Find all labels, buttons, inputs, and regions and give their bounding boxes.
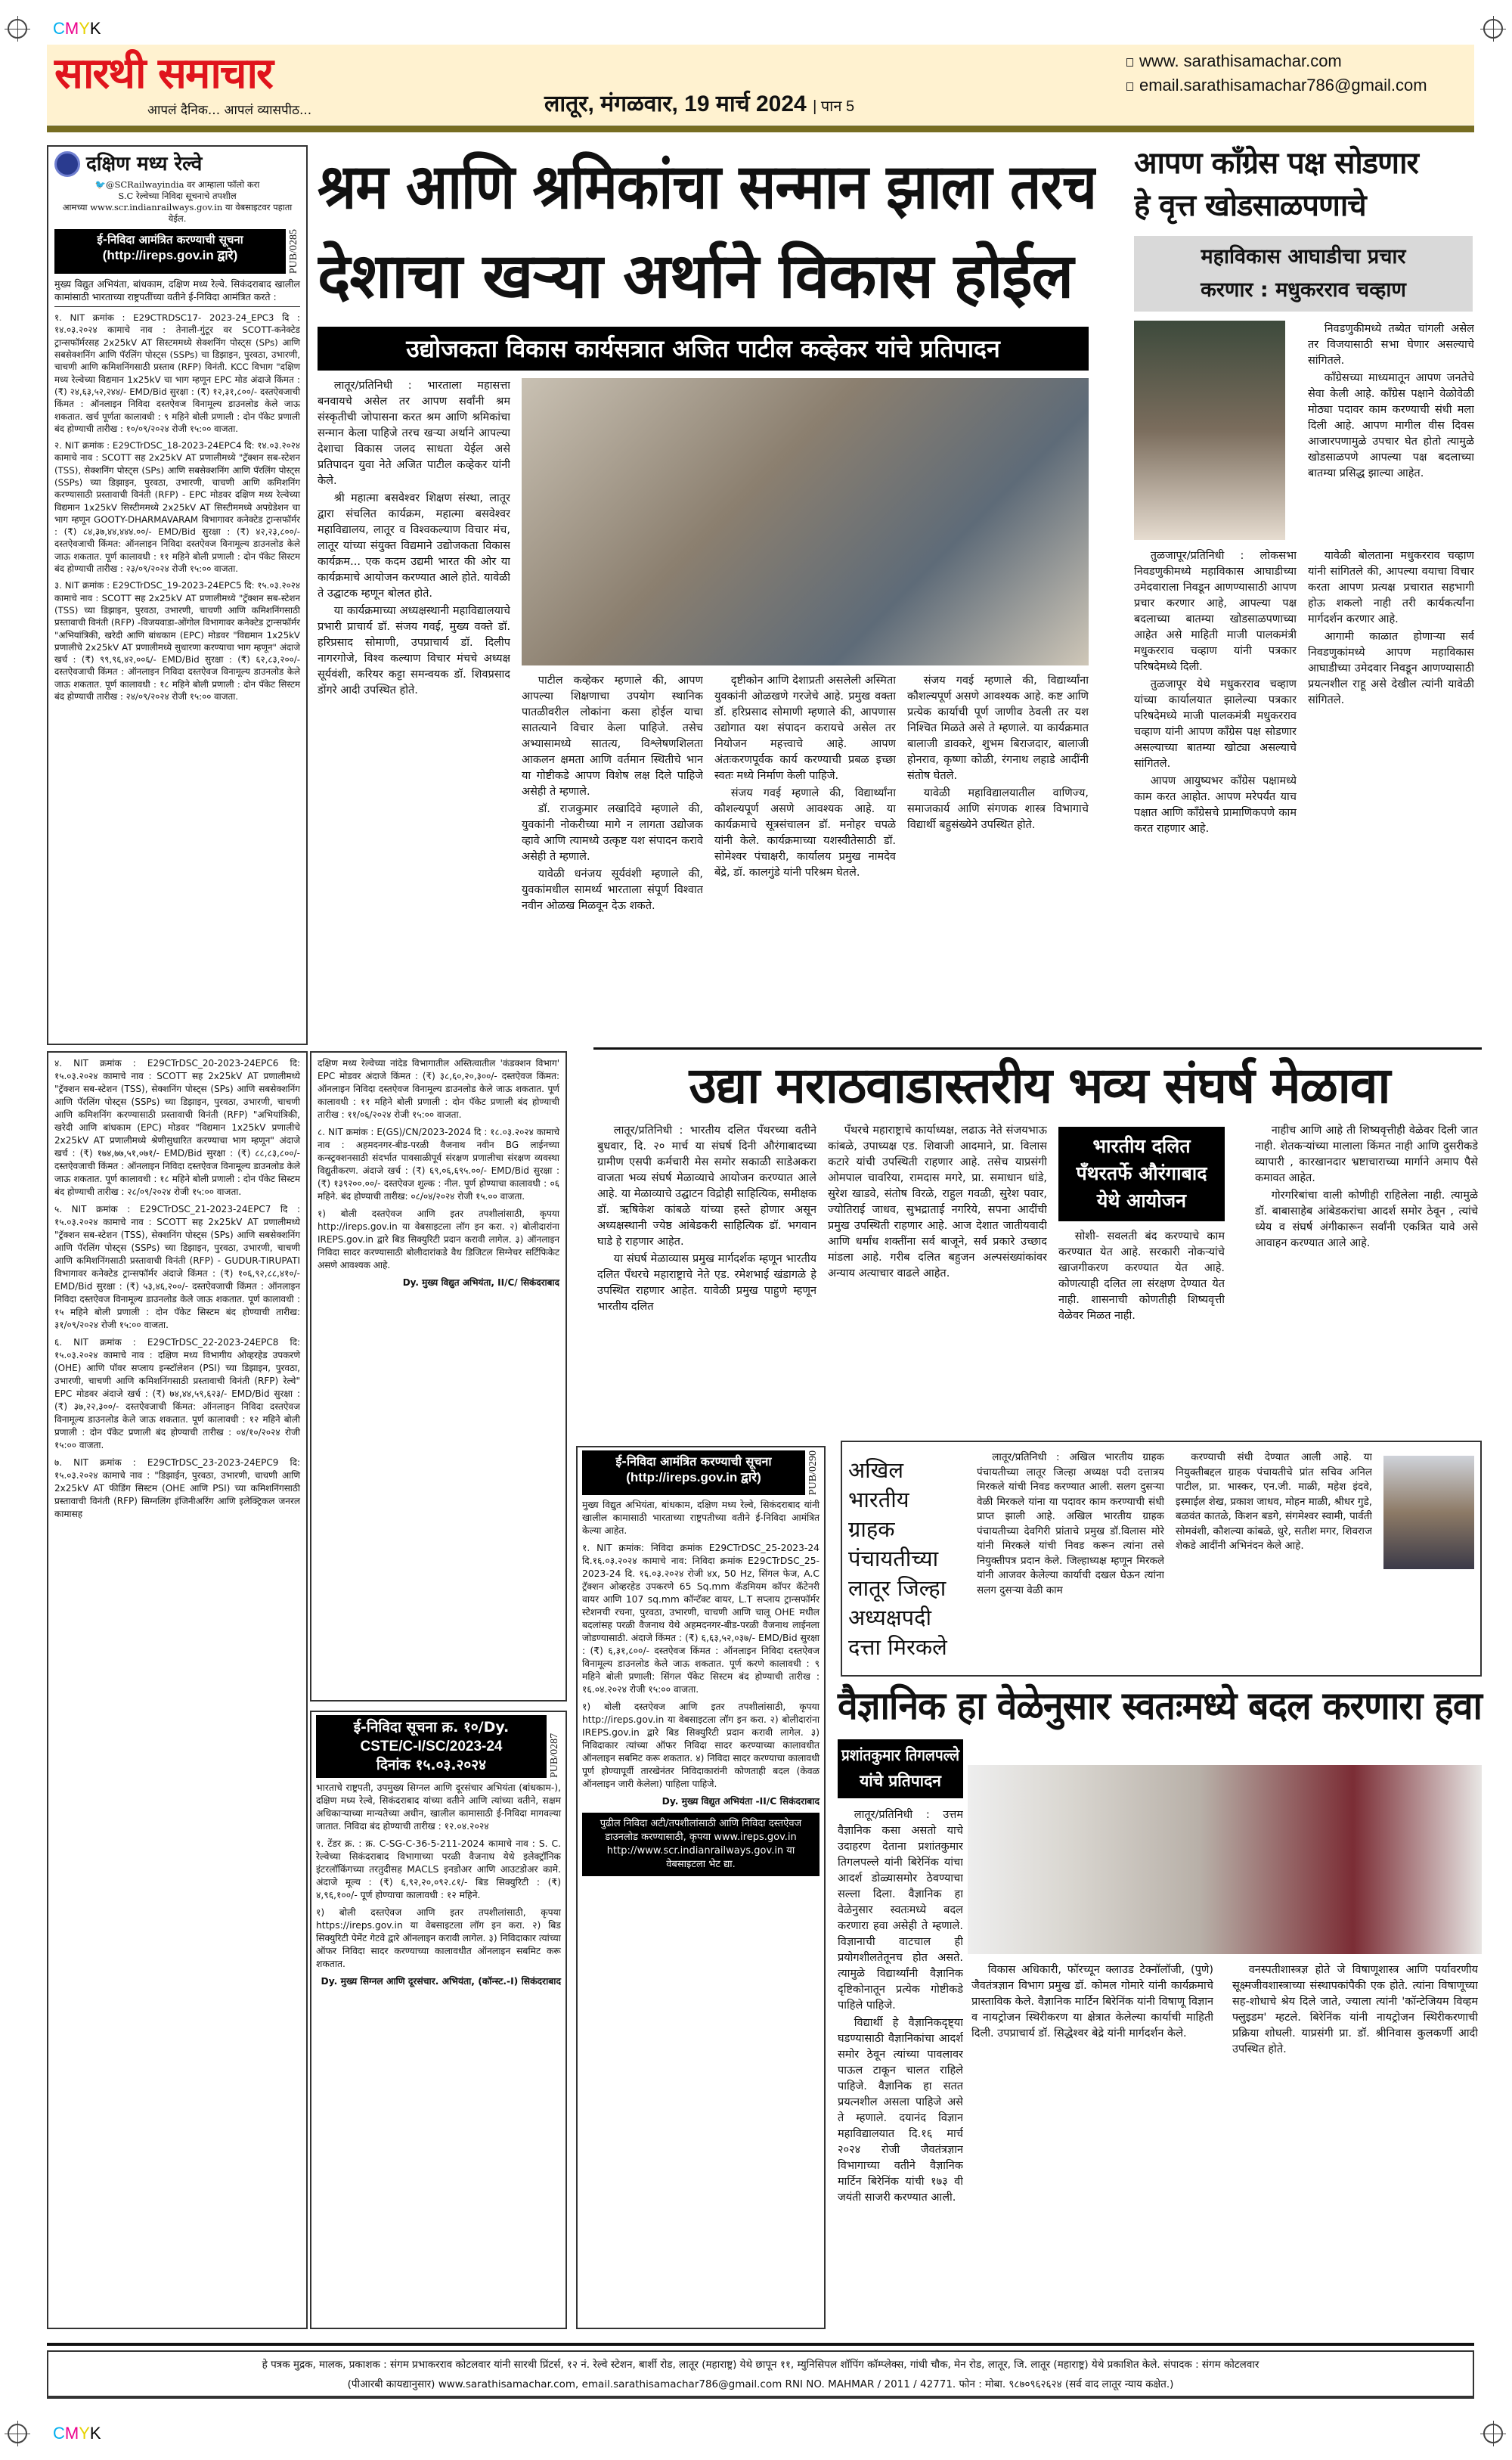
registration-mark-icon: [1483, 2424, 1503, 2443]
tender-title: ई-निविदा आमंत्रित करण्याची सूचना: [97, 233, 243, 247]
signatory: Dy. मुख्य विद्युत अभियंता, II/C/ सिकंदराबाद: [402, 1277, 559, 1288]
science-col-1: लातूर/प्रतिनिधी : उत्तम वैज्ञानिक कसा असतो याचे उदाहरण देताना प्रशांतकुमार तिगलपल्ले यांनी बिरेनिंक यांचा आदर्श डोळ्यासमोर ठेवण्याचा सल्ला दिला. वैज्ञानिक हा वेळेनुसार स्वतःमध्ये बदल करणारा हवा असेही ते म्हणाले. विज्ञानाची वाटचाल ही प्रयोगशीलतेतूनच होत असते. त्यामुळे विद्यार्थ्यांनी वैज्ञानिक दृष्टिकोनातून प्रत्येक गोष्टीकडे पाहिले पाहिजे. विद्यार्थी हे वैज्ञानिकदृष्ट्या घडण्यासाठी वैज्ञानिकांचा आदर्श समोर ठेवून त्यांच्या पावलावर पाऊल टाकून चालत राहिले पाहिजे. वैज्ञानिक हा सतत प्रयत्नशील असला पाहिजे असे ते म्हणाले. दयानंद विज्ञान महाविद्यालयात दि.१६ मार्च २०२४ रोजी जैवतंत्रज्ञान विभागाच्या वतीने वैज्ञानिक मार्टिन बिरेनिंक यांची १७३ वी जयंती साजरी करण्यात आली.: [838, 1809, 963, 2204]
main-article-col-1: लातूर/प्रतिनिधी : भारताला महासत्ता बनवायचे असेल तर आपण सर्वांनी श्रम संस्कृतीची जोपासना करत श्रम आणि श्रमिकांचा सन्मान केला पाहिजे तरच खऱ्या अर्थाने आपल्या देशाचा विकास जलद साधता येईल असे प्रतिपादन युवा नेते अजित पाटील कव्हेकर यांनी केले. श्री महात्मा बसवेश्वर शिक्षण संस्था, लातूर द्वारा संचलित कार्यक्रम, महात्मा बसवेश्वर महाविद्यालय, लातूर व विश्वकल्याण विचार मंच, लातूर यांच्या संयुक्त विद्यमाने उद्योजकता विकास कार्यक्रम... एक कदम उद्यमी भारत की ओर या कार्यक्रमाचे आयोजन करण्यात आले होते. यावेळी ते उद्घाटक म्हणून बोलत होते. या कार्यक्रमाच्या अध्यक्षस्थानी महाविद्यालयाचे प्रभारी प्राचार्य डॉ. संजय गवई, मुख्य वक्ते डॉ. हरिप्रसाद सोमाणी, उपप्राचार्य डॉ. दिलीप नागरगोजे, विश्व कल्याण विचार मंचचे अध्यक्ष सूर्यवंशी, करियर कट्टा समन्वयक डॉ. शिवप्रसाद डोंगरे आदी उपस्थित होते.: [318, 380, 510, 696]
contact-info: [1126, 49, 1470, 98]
pub-code: PUB/0290: [807, 1450, 819, 1496]
tender-item: ८. NIT क्रमांक : E(GS)/CN/2023-2024 दि : १८.०३.२०२४ कामाचे नाव : अहमदनगर-बीड-परळी वैजनाथ नवीन BG लाईनच्या कन्स्ट्रक्शनसाठी संदर्भात पावसाळीपूर्व संरक्षण प्रणालीचा संरक्षण व्यवस्था विद्युतीकरण. अंदाजे खर्च : (₹) ६९,०६,६९५.००/- EMD/Bid सुरक्षा : (₹) १३९२००.००/- दस्तऐवज शुल्क : नील. पूर्ण होण्याचा कालावधी : ०६ महिने. बंद होण्याची तारीख: ०८/०४/२०२४ रोजी १५.०० वाजता.: [318, 1127, 559, 1202]
tender-text: भारताचे राष्ट्रपती, उपमुख्य सिग्नल आणि दूरसंचार अभियंता (बांधकाम-), दक्षिण मध्य रेल्वे, सिकंदराबाद यांच्या वतीने आणि त्यांच्या वतीने, सक्षम अधिकाऱ्याच्या मान्यतेच्या अधीन, खालील कामासाठी ई-निविदा मागवल्या जातात. निविदा बंद होण्याची तारीख : १२.०४.२०२४: [316, 1782, 561, 1832]
tagline: आपलं दैनिक... आपलं व्यासपीठ...: [147, 103, 312, 118]
imprint-footer: [47, 2350, 1474, 2399]
grahak-col-2: करण्याची संधी देण्यात आली आहे. या नियुक्तीबद्दल ग्राहक पंचायतीचे प्रांत सचिव अनिल पाटील, प्रा. भास्कर, एन.जी. माळी, महेश इंदवे, इस्माईल शेख, प्रकाश जाधव, मोहन माळी, श्रीधर गुडे, बळवंत कातळे, किशन बडगे, संगमेश्वर स्वामी, पार्वती सोमवंशी, कौशल्या कांबळे, धुरे, सतीश मगर, शिवराज शेकडे आदींनी अभिनंदन केले आहे.: [1176, 1451, 1372, 1552]
registration-mark-icon: [8, 19, 27, 39]
science-col-3: वनस्पतीशास्त्रज्ञ होते जे विषाणूशास्त्र आणि पर्यावरणीय सूक्ष्मजीवशास्त्राच्या संस्थापकांपैकी एक होते. त्यांना विषाणूच्या सह-शोधाचे श्रेय दिले जाते, ज्याला त्यांनी 'कॉन्टेजियम विव्हम फ्लुइडम' म्हटले. बिरेनिंक यांनी नायट्रोजन स्थिरीकरणाची प्रक्रिया शोधली. याप्रसंगी प्रा. डॉ. श्रीनिवास कुलकर्णी आदी उपस्थित होते.: [1232, 1964, 1478, 2055]
tender-item: ६. NIT क्रमांक : E29CTrDSC_22-2023-24EPC8 दि: १५.०३.२०२४ कामाचे नाव : दक्षिण मध्य विभागीय ओव्हरहेड उपकरणे (OHE) आणि पॉवर सप्लाय इन्स्टॉलेशन (PSI) च्या डिझाइन, पुरवठा, उभारणी, चाचणी आणि कमिशनिंगसाठी प्रस्तावाची विनंती (RFP) रेल्वे" EPC मोडवर अंदाजे खर्च : (₹) ७४,४४,५९,६२३/- EMD/Bid सुरक्षा : (₹) ३७,२२,३००/- दस्तऐवजाची किंमत: ऑनलाइन निविदा दस्तऐवज विनामूल्य डाउनलोड केले जाऊ शकतात. पूर्ण कालावधी : १२ महिने बोली प्रणाली : दोन पॅकेट प्रणाली बंद होण्याची तारीख : ०४/१०/२०२४ रोजी १५:०० वाजता.: [54, 1337, 300, 1450]
students-group-photo: [968, 1765, 1482, 1954]
tender-title: ई-निविदा आमंत्रित करण्याची सूचना: [615, 1454, 772, 1469]
melava-box: भारतीय दलित पँथरतर्फे औरंगाबाद येथे आयोजन: [1058, 1127, 1225, 1221]
tender-date: दिनांक १५.०३.२०२४: [376, 1757, 487, 1773]
tender-title: ई-निविदा सूचना क्र. १०/Dy.: [353, 1719, 510, 1736]
railway-tender-ad-continued: [47, 1051, 308, 2329]
tender-text: मुख्य विद्युत अभियंता, बांधकाम, दक्षिण मध्य रेल्वे, सिकंदराबाद यांनी खालील कामासाठी भारताच्या राष्ट्रपतीच्या वतीने ई-निविदा आमंत्रित केल्या आहेत.: [582, 1500, 820, 1537]
tender-footer-link[interactable]: पुढील निविदा अटी/तपशीलांसाठी आणि निविदा दस्तऐवज डाउनलोड करण्यासाठी, कृपया www.ireps.gov.in http://www.scr.indianrailways.gov.in या वेबसाइटला भेट द्या.: [582, 1813, 820, 1876]
section-divider: [593, 1047, 1482, 1050]
email-link[interactable]: email.sarathisamachar786@gmail.com: [1139, 76, 1427, 95]
cmyk-marker: CMYK: [53, 2424, 101, 2443]
science-box: प्रशांतकुमार तिगलपल्ले यांचे प्रतिपादन: [838, 1739, 963, 1798]
imprint-line: हे पत्रक मुद्रक, मालक, प्रकाशक : संगम प्रभाकरराव कोटलवार यांनी सारथी प्रिंटर्स, १२ नं. रेल्वे स्टेशन, बार्शी रोड, लातूर (महाराष्ट्र) येथे छापून ११, म्युनिसिपल शॉपिंग कॉम्प्लेक्स, गांधी चौक, मेन रोड, लातूर, जि. लातूर (महाराष्ट्र) येथे प्रकाशित केले. संपादक : संगम कोटलवार: [262, 2359, 1259, 2371]
event-photo: [522, 378, 1089, 665]
twitter-handle: @SCRailwayindia वर आम्हाला फॉलो करा: [105, 179, 260, 190]
railway-tender-ad-continued: [310, 1051, 567, 1702]
grahak-col-1: लातूर/प्रतिनिधी : अखिल भारतीय ग्राहक पंचायतीच्या लातूर जिल्हा अध्यक्ष पदी दत्तात्रय मिरकले यांची निवड करण्यात आली. सलग दुसऱ्या वेळी मिरकले यांना या पदावर काम करण्याची संधी प्राप्त झाली आहे. अखिल भारतीय ग्राहक पंचायतीच्या देवगिरी प्रांताचे प्रमुख डॉ.विलास मोरे यांनी मिरकले यांची निवड करून त्यांना तसे नियुक्तीपत्र प्रदान केले. जिल्हाध्यक्ष म्हणून मिरकले यांनी आजवर केलेल्या कार्याची दखल घेऊन त्यांना सलग दुसऱ्या वेळी काम: [977, 1451, 1164, 1596]
ireps-link[interactable]: (http://ireps.gov.in द्वारे): [102, 248, 238, 262]
tender-item: १. NIT क्रमांक : E29CTRDSC17- 2023-24_EPC3 दि : १४.०३.२०२४ कामाचे नाव : तेनाली-गुंटूर वर SCOTT-कनेक्टेड ट्रान्सफॉर्मरसह 2x25kV AT सिस्टममध्ये सेक्शनिंग पोस्ट्स (SPs) आणि सबसेक्शनिंग आणि पॅरलिंग पोस्ट्स (SSPs) चा डिझाइन, पुरवठा, उभारणी, चाचणी आणि कमिशनिंगसाठी प्रस्ताव (RFP) विनंती. KCC विभाग "दक्षिण मध्य रेल्वेच्या विद्यमान 1x25kV चा भाग म्हणून EPC मोड अंदाजे किंमत : (₹) २४,६३,५२,२४४/- EMD/Bid सुरक्षा : (₹) १२,३१,८००/- दस्तऐवजाची किंमत : ऑनलाइन निविदा दस्तऐवज विनामूल्य डाउनलोड केले जाऊ शकतात. खर्च पूर्णता कालावधी : ९ महिने बोली प्रणाली : दोन पॅकेट प्रणाली बंद होण्याची तारीख : १०/०९/२०२४ रोजी १५:०० वाजता.: [54, 312, 300, 434]
science-col-2: विकास अधिकारी, फॉरच्यून क्लाउड टेक्नॉलॉजी, (पुणे) जैवतंत्रज्ञान विभाग प्रमुख डॉ. कोमल गोमारे यांनी कार्यक्रमाचे प्रास्ताविक केले. वैज्ञानिक मार्टिन बिरेनिंक यांनी विषाणू विज्ञान व नायट्रोजन स्थिरीकरण या क्षेत्रात केलेल्या कार्याची माहिती दिली. उपप्राचार्य डॉ. सिद्धेश्वर बेद्रे यांनी मार्गदर्शन केले.: [971, 1964, 1213, 2040]
bullet-icon: [1126, 58, 1133, 67]
registration-mark-icon: [8, 2424, 27, 2443]
registration-mark-icon: [1483, 19, 1503, 39]
pub-code: PUB/0285: [288, 229, 299, 275]
ireps-link[interactable]: (http://ireps.gov.in द्वारे): [626, 1470, 761, 1484]
tender-item: ३. NIT क्रमांक : E29CTrDSC_19-2023-24EPC5 दि: १५.०३.२०२४ कामाचे नाव : SCOTT सह 2x25kV AT प्रणालीमध्ये "ट्रॅक्शन सब-स्टेशन (TSS) च्या डिझाइन, पुरवठा, उभारणी, चाचणी आणि कमिशनिंगसाठी प्रस्तावाची विनंती (RFP) -विजयवाडा-ओंगोल विभागावर कनेक्टेड ट्रान्सफॉर्मर "अभियांत्रिकी, खरेदी आणि बांधकाम (EPC) मोडवर "विद्यमान 1x25kV प्रणालीचे 2x25kV AT प्रणालीमध्ये सुधारणा करण्याचा भाग म्हणून" अंदाजे खर्च : (₹) ९९,९६,४२,००६/- EMD/Bid सुरक्षा : (₹) ६२,८३,२००/- दस्तऐवजाची किंमत : ऑनलाइन निविदा दस्तऐवज विनामूल्य डाउनलोड केले जाऊ शकतात. पूर्ण कालावधी : १८ महिने बोली प्रणाली : दोन पॅकेट सिस्टम बंद होण्याची तारीख : २४/०९/२०२४ रोजी १५:०० वाजता.: [54, 580, 300, 703]
tender-intro: मुख्य विद्युत अभियंता, बांधकाम, दक्षिण मध्य रेल्वे. सिकंदराबाद खालील कामांसाठी भारताच्या राष्ट्रपतींच्या वतीने ई-निविदा आमंत्रित करते :: [54, 278, 300, 307]
right-article-col-1: तुळजापूर/प्रतिनिधी : लोकसभा निवडणुकीमध्ये महाविकास आघाडीच्या उमेदवाराला निवडून आणण्यासाठी आपण प्रचार करणार आहे, आपल्या पक्ष बदलाच्या बातम्या खोडसाळपणाच्या आहेत असे माहिती माजी पालकमंत्री मधुकरराव चव्हाण यांनी पत्रकार परिषदेमध्ये दिली. तुळजापूर येथे मधुकरराव चव्हाण यांच्या कार्यालयात झालेल्या पत्रकार परिषदेमध्ये माजी पालकमंत्री मधुकरराव चव्हाण यांनी आपण काँग्रेस पक्ष सोडणार असल्याच्या बातम्या खोट्या असल्याचे सांगितले. आपण आयुष्यभर काँग्रेस पक्षामध्ये काम करत आहोत. आपण मरेपर्यंत याच पक्षात आणि काँग्रेसचे प्रामाणिकपणे काम करत राहणार आहे.: [1134, 550, 1297, 835]
right-subhead-box: महाविकास आघाडीचा प्रचार करणार : मधुकरराव चव्हाण: [1134, 236, 1473, 312]
right-headline: आपण काँग्रेस पक्ष सोडणार हे वृत्त खोडसाळपणाचे: [1134, 146, 1418, 223]
pub-code: PUB/0287: [549, 1733, 560, 1778]
tender-number: CSTE/C-I/SC/2023-24: [360, 1739, 503, 1754]
main-article-col-4: संजय गवई म्हणाले की, विद्यार्थ्यांना कौशल्यपूर्ण असणे आवश्यक आहे. कष्ट आणि प्रत्येक कार्याची पूर्ण जाणीव ठेवली तर यश निश्चित मिळते असे ते म्हणाले. या कार्यक्रमात बालाजी डावकरे, शुभम बिराजदार, बालाजी होनराव, कृष्णा कोळी, रंगनाथ लहाडे आदींनी संतोष घेतले. यावेळी महाविद्यालयातील वाणिज्य, समाजकार्य आणि संगणक शास्त्र विभागाचे विद्यार्थी बहुसंख्येने उपस्थित होते.: [907, 675, 1089, 831]
tender-item: दक्षिण मध्य रेल्वेच्या नांदेड विभागातील अस्तित्वातील 'कंडक्शन विभाग' EPC मोडवर अंदाजे किंमत : (₹) ३८,६०,२०,३००/- दस्तऐवज किंमत: ऑनलाइन निविदा दस्तऐवज विनामूल्य डाउनलोड केले जाऊ शकतात. पूर्ण कालावधी : ११ महिने बोली प्रणाली : दोन पॅकेट प्रणाली बंद होण्याची तारीख : ११/०६/२०२४ रोजी १५:०० वाजता.: [318, 1058, 559, 1120]
ad-text: S.C रेल्वेच्या निविदा सूचनाचे तपशील: [118, 191, 237, 201]
tender-item: २. NIT क्रमांक : E29CTrDSC_18-2023-24EPC4 दि: १४.०३.२०२४ कामाचे नाव : SCOTT सह 2x25kV AT प्रणालीमध्ये "ट्रॅक्शन सब-स्टेशन (TSS), सेक्शनिंग पोस्ट्स (SPs) आणि सबसेक्शनिंग आणि पॅरलिंग पोस्ट्स (SSPs) च्या डिझाइन, पुरवठा, उभारणी, चाचणी आणि कमिशनिंग करण्यासाठी प्रस्तावाची विनंती (RFP) - EPC मोडवर दक्षिण मध्य रेल्वेच्या विद्यमान 1x25kV सिस्टीममध्ये 2x25kV AT सिस्टीममध्ये अपग्रेडेशन चा भाग म्हणून GOOTY-DHARMAVARAM विभागावर कनेक्टेड ट्रान्सफॉर्मर : (₹) ८४,३७,४४,४४४.००/- EMD/Bid सुरक्षा : (₹) ४२,२३,८००/- दस्तऐवजाची किंमत: ऑनलाइन निविदा दस्तऐवज विनामूल्य डाउनलोड केले जाऊ शकतात. पूर्ण कालावधी : ११ महिने बोली प्रणाली : दोन पॅकेट सिस्टम बंद होण्याची तारीख : २३/०९/२०२४ रोजी १५:०० वाजता.: [54, 440, 300, 575]
science-headline: वैज्ञानिक हा वेळेनुसार स्वतःमध्ये बदल करणारा हवा: [838, 1684, 1483, 1729]
melava-headline: उद्या मराठवाडास्तरीय भव्य संघर्ष मेळावा: [689, 1056, 1390, 1115]
ad-title: दक्षिण मध्य रेल्वे: [86, 153, 203, 175]
twitter-icon: 🐦: [94, 179, 106, 190]
main-article-col-3: दृष्टीकोन आणि देशाप्रती असलेली अस्मिता युवकांनी ओळखणे गरजेचे आहे. प्रमुख वक्ता डॉ. हरिप्रसाद सोमाणी म्हणाले की, आपणास उद्योगात यश संपादन करायचे असेल तर नियोजन महत्त्वाचे आहे. आपण अंतःकरणपूर्वक कार्य करण्याची प्रबळ इच्छा स्वतः मध्ये निर्माण केली पाहिजे. संजय गवई म्हणाले की, विद्यार्थ्यांना कौशल्यपूर्ण असणे आवश्यक आहे. या कार्यक्रमाचे सूत्रसंचालन डॉ. मनोहर चपळे यांनी केले. कार्यक्रमाच्या यशस्वीतेसाठी डॉ. सोमेश्वर पंचाक्षरी, कार्यालय प्रमुख नामदेव बेंद्रे, डॉ. कालगुंडे यांनी परिश्रम घेतले.: [714, 675, 896, 879]
melava-col-1: लातूर/प्रतिनिधी : भारतीय दलित पँथरच्या वतीने बुधवार, दि. २० मार्च या संघर्ष दिनी औरंगाबादच्या ग्रामीण एसपी कर्मचारी मेस समोर सकाळी साडेअकरा वाजता भव्य संघर्ष मेळाव्याचे आयोजन करण्यात आले आहे. या मेळाव्याचे उद्घाटन विद्रोही साहित्यिक, समीक्षक डॉ. ऋषिकेश कांबळे यांच्या हस्ते होणार असून अध्यक्षस्थानी ज्येष्ठ आंबेडकरी साहित्यिक डॉ. भगवान घाडे हे राहणार आहेत. या संघर्ष मेळाव्यास प्रमुख मार्गदर्शक म्हणून भारतीय दलित पँथरचे महाराष्ट्राचे नेते एड. रमेशभाई खंडागळे हे उपस्थित राहणार आहेत. यावेळी प्रमुख पाहुणे म्हणून भारतीय दलित: [597, 1125, 816, 1313]
tender-item: १) बोली दस्तऐवज आणि इतर तपशीलांसाठी, कृपया http://ireps.gov.in या वेबसाइटला लॉग इन करा. २) बोलीदारांना IREPS.gov.in द्वारे बिड सिक्युरिटी प्रदान करावी लागेल. ३) ऑनलाइन निविदा सादर करण्यासाठी बोलीदारांकडे वैध डिजिटल सिग्नेचर सर्टिफिकेट असणे आवश्यक आहे.: [318, 1208, 559, 1270]
railway-tender-ad: [47, 145, 308, 1045]
tender-item: १. टेंडर क्र. : क्र. C-SG-C-36-5-211-2024 कामाचे नाव : S. C. रेल्वेच्या सिकंदराबाद विभागाच्या परळी वैजनाथ येथे इलेक्ट्रॉनिक इंटरलॉकिंगच्या तरतुदीसह MACLS इनडोअर आणि आउटडोअर कामे. अंदाजे मूल्य : (₹) ६,९२,२०,०९२.८१/- बिड सिक्युरिटी : (₹) ४,९६,१००/- पूर्ण होण्याचा कालावधी : १२ महिने.: [316, 1838, 561, 1900]
imprint-line: (पीआरबी कायद्यानुसार) www.sarathisamachar.com, email.sarathisamachar786@gmail.com RNI NO. MAHMAR / 2011 / 42771. फोन : मोबा. ९८७०९६२६२४ (सर्व वाद लातूर न्याय कक्षेत.): [347, 2378, 1174, 2390]
tender-text: १) बोली दस्तऐवज आणि इतर तपशीलांसाठी, कृपया https://ireps.gov.in या वेबसाइटला लॉग इन करा. २) बिड सिक्युरिटी पेमेंट गेटवे द्वारे ऑनलाइन करावी लागेल. ३) निविदाकार त्यांच्या ऑफर निविदा सादर करण्याच्या कालावधीत ऑनलाइन सबमिट करू शकतात.: [316, 1907, 561, 1969]
melava-col-3: सोशी- सवलती बंद करण्याचे काम करण्यात येत आहे. सरकारी नोकऱ्यांचे खाजगीकरण करण्यात येत आहे. कोणत्याही दलित ला संरक्षण देण्यात येत नाही. शासनाची कोणतीही शिष्यवृत्ती वेळेवर मिळत नाही.: [1058, 1230, 1225, 1322]
tender-item: ४. NIT क्रमांक : E29CTrDSC_20-2023-24EPC6 दि: १५.०३.२०२४ कामाचे नाव : SCOTT सह 2x25kV AT प्रणालीमध्ये "ट्रॅक्शन सब-स्टेशन (TSS), सेक्शनिंग पोस्ट्स (SPs) आणि सबसेक्शनिंग आणि पॅरलिंग पोस्ट्स (SSPs) च्या डिझाइन, पुरवठा, उभारणी, चाचणी आणि कमिशनिंग करण्यासाठी प्रस्तावाची विनंती (RFP) "अभियांत्रिकी, खरेदी आणि बांधकाम (EPC) मोडवर "विद्यमान 1x25kV प्रणालीचे 2x25kV AT प्रणालीमध्ये श्रेणीसुधारित करण्याचा भाग म्हणून" अंदाजे खर्च : (₹) १७४,७७,५१,०७१/- EMD/Bid सुरक्षा : (₹) ८८,८३,८००/- दस्तऐवजाची किंमत : ऑनलाइन निविदा दस्तऐवज विनामूल्य डाउनलोड केले जाऊ शकतात. पूर्ण कालावधी : १८ महिने बोली प्रणाली : दोन पॅकेट सिस्टम बंद होण्याची तारीख : २८/०९/२०२४ रोजी १५:०० वाजता.: [54, 1058, 300, 1197]
signatory: Dy. मुख्य विद्युत अभियंता -II/C सिकंदराबाद: [662, 1796, 820, 1807]
tender-item: ७. NIT क्रमांक : E29CTrDSC_23-2023-24EPC9 दि: १५.०३.२०२४ कामाचे नाव : "डिझाईन, पुरवठा, उभारणी, चाचणी आणि 2x25kV AT फीडिंग सिस्टम (OHE आणि PSI) च्या कमिशनिंगसाठी प्रस्तावाची विनंती (RFP) सिग्नलिंग इंजिनीअरिंग आणि इलेक्ट्रिकल जनरल कामासह: [54, 1457, 300, 1519]
cmyk-marker: CMYK: [53, 19, 101, 38]
right-article-side: निवडणुकीमध्ये तब्येत चांगली असेल तर विजयासाठी सभा घेणार असल्याचे सांगितले. काँग्रेसच्या माध्यमातून आपण जनतेचे सेवा केली आहे. काँग्रेस पक्षाने वेळोवेळी मोठ्या पदावर काम करण्याची संधी मला दिली आहे. आपण मागील वीस दिवस आजारपणामुळे उपचार घेत होतो त्यामुळे खोडसाळपणे आपल्या पक्ष बदलाच्या बातम्या प्रसिद्ध झाल्या आहेत.: [1308, 323, 1474, 479]
melava-col-4: नाहीच आणि आहे ती शिष्यवृत्तीही वेळेवर दिली जात नाही. शेतकऱ्यांच्या मालाला किंमत नाही आणि दुसरीकडे व्यापारी , कारखानदार भ्रष्टाचाराच्या मार्गाने अमाप पैसे कमावत आहेत. गोरगरिबांचा वाली कोणीही राहिलेला नाही. त्यामुळे डॉ. बाबासाहेब आंबेडकरांचा आदर्श समोर ठेवून , त्यांचे ध्येय व संघर्ष अंगीकारून सर्वांनी एकत्रित यावे असे आवाहन करण्यात आले आहे.: [1255, 1125, 1478, 1249]
tender-item: ५. NIT क्रमांक : E29CTrDSC_21-2023-24EPC7 दि : १५.०३.२०२४ कामाचे नाव : SCOTT सह 2x25kV AT प्रणालीमध्ये "ट्रॅक्शन सब-स्टेशन (TSS), सेक्शनिंग पोस्ट्स (SPs) आणि सबसेक्शनिंग आणि पॅरलिंग पोस्ट्स (SSPs) च्या डिझाइन, पुरवठा, उभारणी, चाचणी आणि कमिशनिंगसाठी प्रस्तावाची विनंती (RFP) - GUDUR-TIRUPATI विभागावर कनेक्टेड ट्रान्सफॉर्मर अंदाजे किंमत : (₹) १०६,९२,८८,४१०/- EMD/Bid सुरक्षा : (₹) ५३,४६,२००/- दस्तऐवजाची किंमत : ऑनलाइन निविदा दस्तऐवज विनामूल्य डाउनलोड केले जाऊ शकतात. पूर्ण कालावधी : १५ महिने बोली प्रणाली : दोन पॅकेट सिस्टम बंद होण्याची तारीख: ३१/०९/२०२४ रोजी १५:०० वाजता.: [54, 1204, 300, 1330]
electrical-tender-ad: [576, 1446, 826, 2329]
main-headline: श्रम आणि श्रमिकांचा सन्मान झाला तरच देशाचा खऱ्या अर्थाने विकास होईल: [318, 151, 1096, 312]
person-photo: [1383, 1456, 1474, 1569]
grahak-headline: अखिल भारतीय ग्राहक पंचायतीच्या लातूर जिल्हा अध्यक्षपदी दत्ता मिरकले: [848, 1457, 947, 1660]
tender-text: १) बोली दस्तऐवज आणि इतर तपशीलांसाठी, कृपया http://ireps.gov.in या वेबसाइटला लॉग इन करा. २) बोलीदारांना IREPS.gov.in द्वारे बिड सिक्युरिटी प्रदान करावी लागेल. ३) निविदाकार त्यांच्या ऑफर निविदा सादर करण्याच्या कालावधीत ऑनलाइन सबमिट करू शकतात. ४) निविदा सादर करण्याचा कालावधी पूर्ण होण्यापूर्वी तारखेनंतर निविदाकारांनी कोणताही बदल (केवळ ऑनलाइन जारी केलेला) पाहिला पाहिजे.: [582, 1702, 820, 1790]
website-link[interactable]: www. sarathisamachar.com: [1139, 51, 1342, 70]
main-article-col-2: पाटील कव्हेकर म्हणाले की, आपण आपल्या शिक्षणाचा उपयोग स्थानिक पातळीवरील लोकांना कसा होईल याचा सातत्याने विचार केला पाहिजे. तसेच अभ्यासामध्ये सातत्य, विश्लेषणशिलता आकलन क्षमता आणि वर्तमान स्थितीचे भान या गोष्टीकडे आपण विशेष लक्ष दिले पाहिजे असेही ते म्हणाले. डॉ. राजकुमार लखादिवे म्हणाले की, युवकांनी नोकरीच्या मागे न लागता उद्योजक व्हावे आणि त्यामध्ये उत्कृष्ट यश संपादन करावे असेही ते म्हणाले. यावेळी धनंजय सूर्यवंशी म्हणाले की, युवकांमधील सामर्थ्य भारताला संपूर्ण विश्वात नवीन ओळख मिळवून देऊ शकते.: [522, 675, 703, 912]
tender-item: १. NIT क्रमांक: निविदा क्रमांक E29CTrDSC_25-2023-24 दि.१६.०३.२०२४ कामाचे नाव: निविदा क्रमांक E29CTrDSC_25-2023-24 दि. १६.०३.२०२४ रोजी ४x, 50 Hz, सिंगल फेज, A.C ट्रॅक्शन ओव्हरहेड उपकरणे 65 Sq.mm कॅडमियम कॉपर कॅटेनरी वायर आणि 107 sq.mm कॉन्टॅक्ट वायर, L.T सप्लाय ट्रान्सफॉर्मर स्टेशनची रचना, पुरवठा, उभारणी, चाचणी आणि चालू OHE मधील बदलांसह परळी वैजनाथ येथे अहमदनगर-बीड-परळी वैजनाथ लाईनला जोडण्यासाठी. अंदाजे किंमत : (₹) ६,६३,५२,०३७/- EMD/Bid सुरक्षा : (₹) ६,३१,८००/- दस्तऐवज किंमत : ऑनलाइन निविदा दस्तऐवज विनामूल्य डाउनलोड केले जाऊ शकतात. पूर्ण करणे कालावधी : ९ महिने बोली प्रणाली: सिंगल पॅकेट सिस्टम बंद होण्याची तारीख : १६.०४.२०२४ रोजी १५:०० वाजता.: [582, 1543, 820, 1695]
masthead-divider: [47, 126, 1474, 132]
right-article-col-2: यावेळी बोलताना मधुकरराव चव्हाण यांनी सांगितले की, आपल्या वयाचा विचार करता आपण प्रत्यक्ष प्रचारात सहभागी होऊ शकलो नाही तरी कार्यकर्त्यांना मार्गदर्शन करणार आहे. आगामी काळात होणाऱ्या सर्व निवडणुकांमध्ये आपण महाविकास आघाडीच्या उमेदवार निवडून आणण्यासाठी प्रयत्नशील राहू असे देखील त्यांनी यावेळी सांगितले.: [1308, 550, 1474, 706]
bullet-icon: [1126, 82, 1133, 91]
newspaper-logo: सारथी समाचार: [54, 48, 272, 98]
ad-text: आमच्या www.scr.indianrailways.gov.in या वेबसाइटवर पहाता येईल.: [62, 202, 293, 224]
footer-divider: [47, 2343, 1474, 2346]
melava-col-2: पँथरचे महाराष्ट्राचे कार्याध्यक्ष, लढाऊ नेते संजयभाऊ कांबळे, उपाध्यक्ष एड. शिवाजी आदमाने, प्रा. विलास कटारे यांची उपस्थिती राहणार आहे. तसेच याप्रसंगी ओमपाल चावरिया, रामदास मगरे, प्रा. समाधान धांडे, सुरेश खाडवे, संतोष विरळे, राहुल गवळी, सुरेश पवार, ज्योतिराई जाधव, सुभद्राताई नगरिये, सपना आदींची प्रमुख उपस्थिती राहणार आहे. आज देशात जातीयवादी आणि धर्मांध शक्तींना सर्व बाजूने, सर्व प्रकारे उच्छाद मांडला आहे. गरीब दलित बहुजन अल्पसंख्यांकांवर अन्याय अत्याचार वाढले आहेत.: [828, 1125, 1047, 1280]
main-subheadline: उद्योजकता विकास कार्यसत्रात अजित पाटील कव्हेकर यांचे प्रतिपादन: [318, 327, 1089, 371]
railway-logo-icon: [54, 151, 80, 177]
signal-tender-ad: [310, 1711, 567, 2329]
dateline: लातूर, मंगळवार, 19 मार्च 2024 | पान 5: [544, 92, 855, 116]
politician-photo: [1134, 321, 1285, 540]
signatory: Dy. मुख्य सिग्नल आणि दूरसंचार. अभियंता, (कॉन्स्ट.-I) सिकंदराबाद: [321, 1976, 561, 1987]
